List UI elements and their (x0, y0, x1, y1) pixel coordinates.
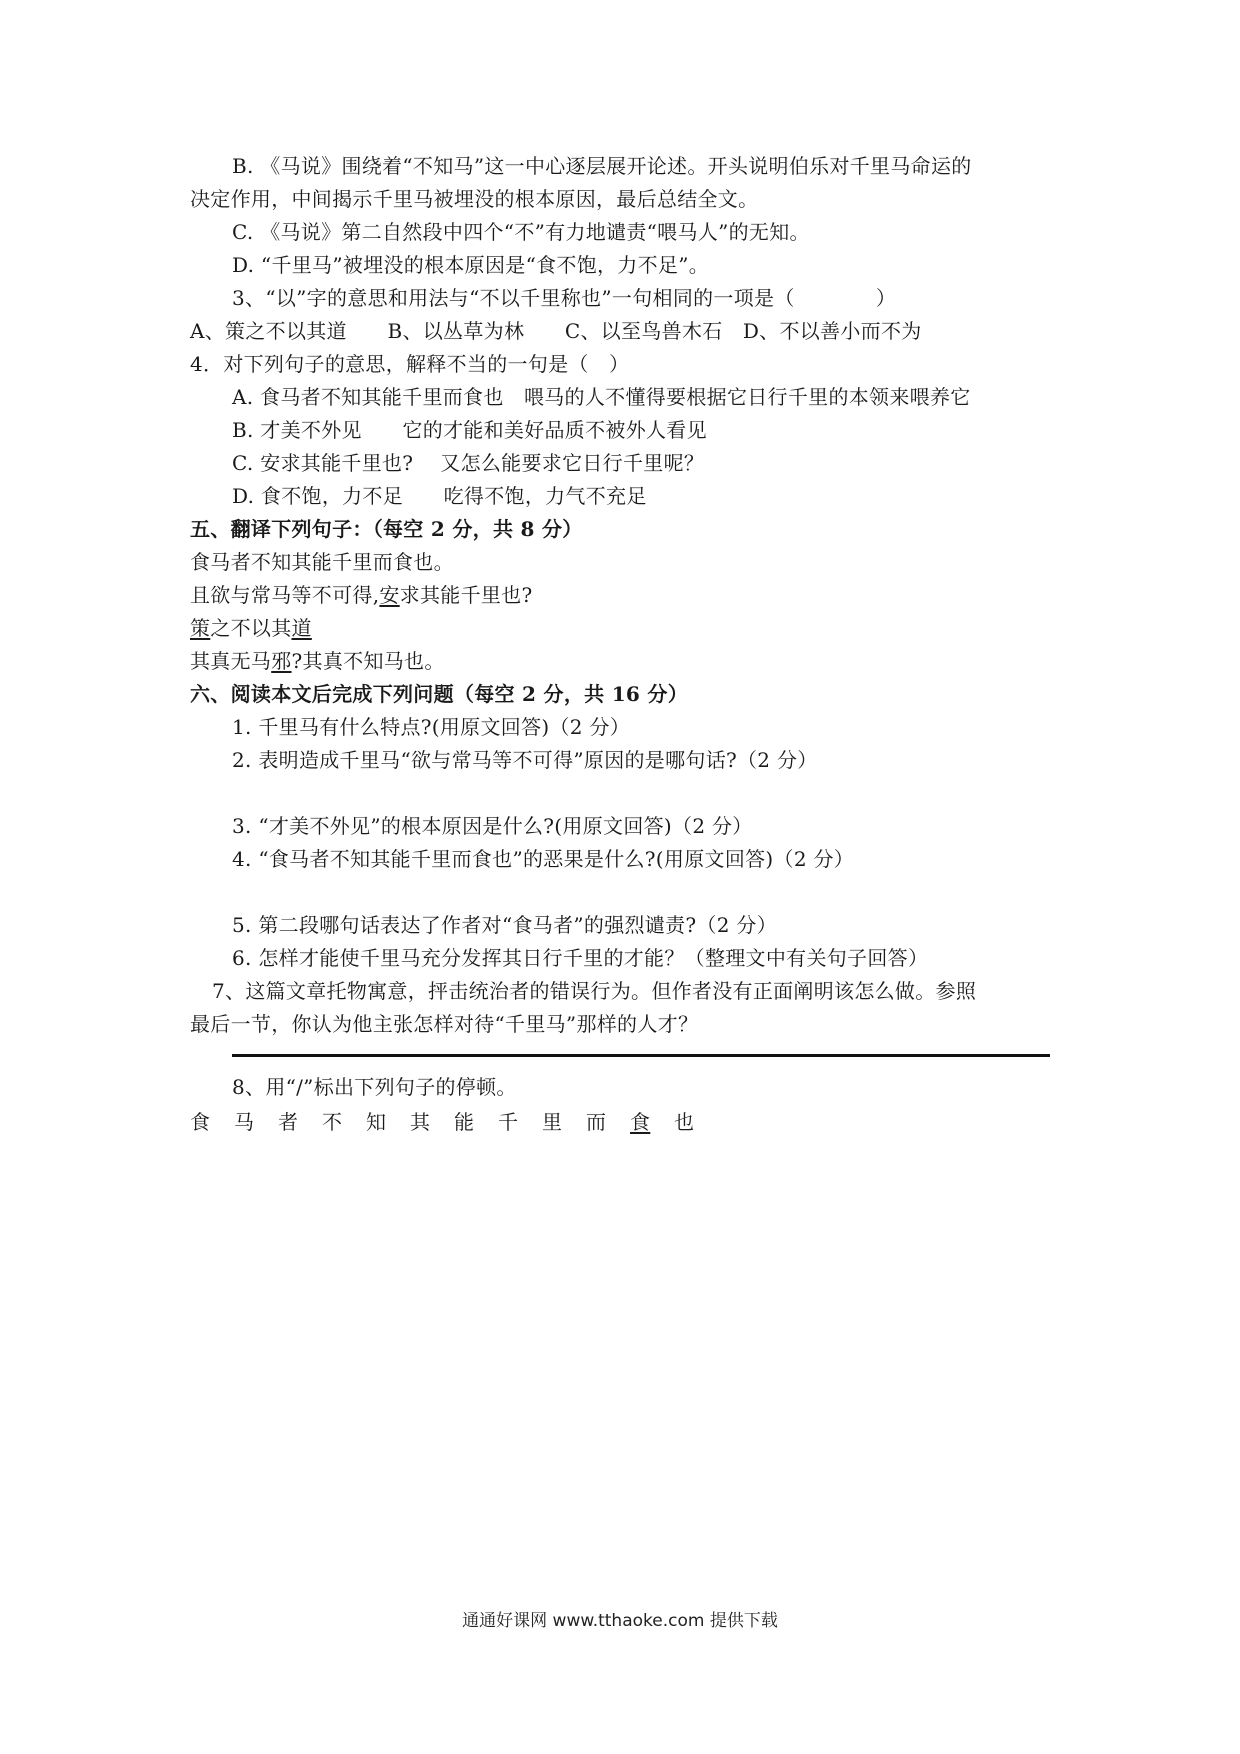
underlined-word: 道 (291, 616, 312, 640)
q3-options: A、策之不以其道 B、以丛草为林 C、以至鸟兽木石 D、不以善小而不为 (190, 319, 922, 343)
reading-q2: 2. 表明造成千里马“欲与常马等不可得”原因的是哪句话?（2 分） (232, 748, 818, 772)
q2-option-d: D. “千里马”被埋没的根本原因是“食不饱，力不足”。 (232, 253, 710, 277)
sentence-char: 而 (586, 1110, 607, 1134)
translate-sentence-3: 策之不以其道 (190, 616, 312, 640)
footer-watermark-text: 通通好课网 www.tthaoke.com 提供下载 (462, 1611, 778, 1631)
q4-option-a: A. 食马者不知其能千里而食也 喂马的人不懂得要根据它日行千里的本领来喂养它 (232, 385, 971, 409)
reading-q7-line1: 7、这篇文章托物寓意，抨击统治者的错误行为。但作者没有正面阐明该怎么做。参照 (212, 979, 977, 1003)
sentence-char: 里 (542, 1110, 563, 1134)
section-6-heading: 六、阅读本文后完成下列问题（每空 2 分，共 16 分） (190, 682, 688, 706)
reading-q8: 8、用“/”标出下列句子的停顿。 (232, 1075, 517, 1099)
sentence-char: 其 (410, 1110, 431, 1134)
translate-sentence-1: 食马者不知其能千里而食也。 (190, 550, 454, 574)
sentence-char: 不 (322, 1110, 343, 1134)
sentence-char: 千 (498, 1110, 519, 1134)
q2-option-b-line1: B. 《马说》围绕着“不知马”这一中心逐层展开论述。开头说明伯乐对千里马命运的 (232, 154, 972, 178)
reading-q4: 4. “食马者不知其能千里而食也”的恶果是什么?(用原文回答)（2 分） (232, 847, 855, 871)
q4-option-c: C. 安求其能千里也? 又怎么能要求它日行千里呢？ (232, 451, 705, 475)
sentence-char-underlined: 食 (630, 1110, 651, 1134)
q2-option-c: C. 《马说》第二自然段中四个“不”有力地谴责“喂马人”的无知。 (232, 220, 810, 244)
underlined-word: 策 (190, 616, 211, 640)
sentence-char: 也 (674, 1110, 695, 1134)
q3-stem: 3、“以”字的意思和用法与“不以千里称也”一句相同的一项是（ ） (232, 286, 897, 310)
section-5-heading: 五、翻译下列句子：（每空 2 分，共 8 分） (190, 517, 583, 541)
reading-q7-line2: 最后一节，你认为他主张怎样对待“千里马”那样的人才？ (190, 1012, 699, 1036)
reading-q5: 5. 第二段哪句话表达了作者对“食马者”的强烈谴责?（2 分） (232, 913, 777, 937)
sentence-char: 马 (234, 1110, 255, 1134)
q4-option-b: B. 才美不外见 它的才能和美好品质不被外人看见 (232, 418, 707, 442)
sentence-char: 知 (366, 1110, 387, 1134)
underlined-word: 安 (379, 583, 400, 607)
q2-option-b-line2: 决定作用，中间揭示千里马被埋没的根本原因，最后总结全文。 (190, 187, 759, 211)
answer-line (232, 1054, 1050, 1057)
sentence-char: 能 (454, 1110, 475, 1134)
reading-q3: 3. “才美不外见”的根本原因是什么?(用原文回答)（2 分） (232, 814, 753, 838)
reading-q6: 6. 怎样才能使千里马充分发挥其日行千里的才能？（整理文中有关句子回答） (232, 946, 929, 970)
q4-option-d: D. 食不饱，力不足 吃得不饱，力气不充足 (232, 484, 647, 508)
sentence-char: 者 (278, 1110, 299, 1134)
pause-marking-sentence (190, 1108, 718, 1136)
sentence-char: 食 (190, 1110, 211, 1134)
translate-sentence-2: 且欲与常马等不可得,安求其能千里也? (190, 583, 533, 607)
translate-sentence-4: 其真无马邪?其真不知马也。 (190, 649, 445, 673)
reading-q1: 1. 千里马有什么特点?(用原文回答)（2 分） (232, 715, 631, 739)
q4-stem: 4．对下列句子的意思，解释不当的一句是（ ） (190, 352, 630, 376)
underlined-word: 邪 (271, 649, 292, 673)
